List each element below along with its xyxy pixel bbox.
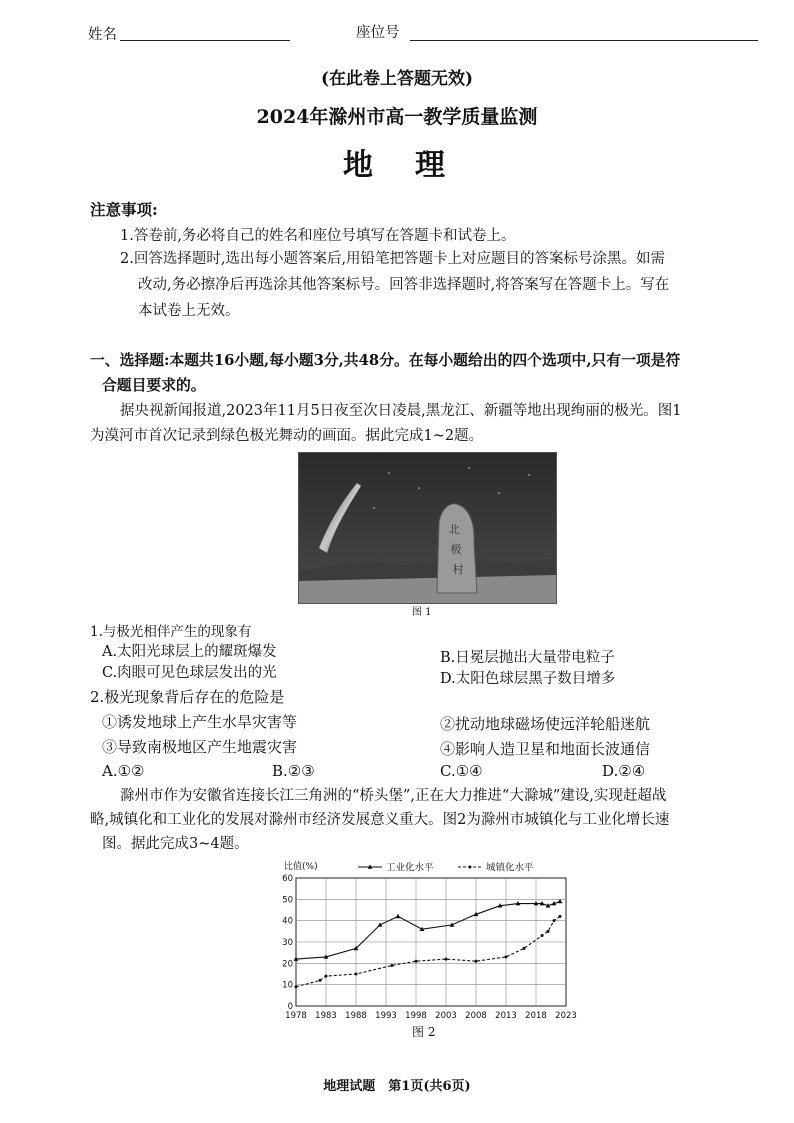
- aurora-photo-drawing: [299, 453, 556, 603]
- q2-choice-b: B.②③: [272, 762, 315, 780]
- chart-point: [355, 973, 358, 976]
- instructions-heading: 注意事项:: [90, 200, 158, 219]
- q2-statement-1: ①诱发地球上产生水旱灾害等: [102, 713, 298, 731]
- chart-point: [547, 930, 550, 933]
- chart-point: [475, 960, 478, 963]
- chart-x-tick-label: 2013: [495, 1011, 517, 1021]
- instruction-2-line2: 改动,务必擦净后再选涂其他答案标号。回答非选择题时,将答案写在答题卡上。写在: [138, 277, 670, 293]
- q1-option-d: D.太阳色球层黑子数目增多: [440, 671, 616, 687]
- chart-x-tick-label: 1998: [405, 1011, 427, 1021]
- chart-point: [559, 915, 562, 918]
- chart-grid: [296, 878, 566, 1006]
- chart-x-tick-label: 1978: [285, 1011, 307, 1021]
- figure1-caption: 图 1: [412, 607, 432, 618]
- chart-series-line: [296, 902, 560, 960]
- chart-y-tick-label: 40: [282, 916, 293, 927]
- aurora-photo: [298, 452, 557, 604]
- intro2-line1: 滁州市作为安徽省连接长江三角洲的“桥头堡”,正在大力推进“大滁城”建设,实现赶超战: [120, 788, 667, 804]
- chart-x-tick-label: 2008: [465, 1011, 487, 1021]
- section1-line2: 合题目要求的。: [102, 377, 206, 394]
- legend-label: 工业化水平: [386, 862, 434, 874]
- intro1-line2: 为漠河市首次记录到绿色极光舞动的画面。据此完成1~2题。: [90, 428, 484, 444]
- chart-y-tick-label: 0: [287, 1002, 293, 1012]
- legend-swatch-marker: [469, 866, 472, 869]
- chart-point: [295, 985, 298, 988]
- chart-x-tick-label: 1983: [315, 1011, 337, 1021]
- chart-series: [294, 899, 563, 988]
- q1-option-b: B.日冕层抛出大量带电粒子: [440, 650, 615, 666]
- q2-stem: 2.极光现象背后存在的危险是: [90, 688, 285, 706]
- chart-point: [319, 979, 322, 982]
- q2-statement-4: ④影响人造卫星和地面长波通信: [440, 740, 651, 758]
- q1-option-c: C.肉眼可见色球层发出的光: [102, 665, 277, 681]
- intro1-line1: 据央视新闻报道,2023年11月5日夜至次日凌晨,黑龙江、新疆等地出现绚丽的极光。图1: [120, 403, 682, 419]
- seat-label: 座位号: [356, 25, 400, 41]
- q2-statement-3: ③导致南极地区产生地震灾害: [102, 738, 298, 756]
- stone-inscription-3: 村: [452, 563, 464, 576]
- q1-option-a: A.太阳光球层上的耀斑爆发: [102, 644, 277, 660]
- q2-statement-2: ②扰动地球磁场使远洋轮船迷航: [440, 715, 651, 733]
- instruction-1: 1.答卷前,务必将自己的姓名和座位号填写在答题卡和试卷上。: [120, 228, 516, 244]
- chart-point: [541, 934, 544, 937]
- intro2-line2: 略,城镇化和工业化的发展对滁州市经济发展意义重大。图2为滁州市城镇化与工业化增长速: [90, 812, 670, 828]
- section1-line1: 一、选择题:本题共16小题,每小题3分,共48分。在每小题给出的四个选项中,只有一项是符: [90, 352, 681, 369]
- intro2-line3: 图。据此完成3~4题。: [102, 836, 249, 852]
- chart-x-tick-label: 1993: [375, 1011, 397, 1021]
- stone-inscription-2: 极: [450, 543, 462, 556]
- q2-choice-a: A.①②: [102, 762, 145, 780]
- chart-legend: [358, 862, 534, 874]
- chart-x-tick-label: 2023: [555, 1011, 577, 1021]
- name-fill-line: [120, 40, 290, 41]
- instruction-2-line3: 本试卷上无效。: [138, 303, 240, 319]
- subject-title: 地 理: [343, 148, 451, 183]
- notice-text: (在此卷上答题无效): [320, 69, 474, 89]
- chart-y-ticks: [282, 874, 293, 1012]
- chart-y-axis-label: 比值(%): [284, 862, 318, 872]
- chart-x-ticks: [285, 1011, 577, 1021]
- legend-label: 城镇化水平: [486, 862, 534, 874]
- chart-x-tick-label: 2018: [525, 1011, 547, 1021]
- seat-fill-line: [410, 40, 758, 41]
- chart-y-tick-label: 50: [282, 895, 293, 906]
- chart-y-tick-label: 30: [282, 938, 293, 948]
- q1-stem: 1.与极光相伴产生的现象有: [90, 624, 252, 640]
- instruction-2-line1: 2.回答选择题时,选出每小题答案后,用铅笔把答题卡上对应题目的答案标号涂黑。如需: [120, 251, 666, 267]
- chart-x-tick-label: 1988: [345, 1011, 367, 1021]
- chart-series-line: [296, 916, 560, 986]
- chart-y-tick-label: 10: [282, 980, 293, 991]
- urbanization-industrialization-chart: [270, 856, 580, 1040]
- chart-point: [445, 958, 448, 961]
- chart-point: [396, 914, 401, 918]
- q2-choice-c: C.①④: [440, 762, 483, 780]
- exam-title: 2024年滁州市高一教学质量监测: [256, 106, 538, 128]
- chart-y-tick-label: 20: [282, 959, 293, 970]
- chart-point: [415, 960, 418, 963]
- name-label: 姓名: [88, 27, 117, 43]
- chart-point: [523, 947, 526, 950]
- chart-point: [391, 964, 394, 967]
- chart-point: [553, 919, 556, 922]
- q2-choice-d: D.②④: [602, 762, 646, 780]
- chart-point: [325, 975, 328, 978]
- page-footer: 地理试题 第1页(共6页): [323, 1079, 471, 1094]
- chart-x-tick-label: 2003: [435, 1011, 457, 1021]
- chart-y-tick-label: 60: [282, 874, 293, 884]
- chart-point: [505, 955, 508, 958]
- stone-inscription-1: 北: [448, 523, 460, 536]
- figure2-caption: 图 2: [412, 1025, 436, 1039]
